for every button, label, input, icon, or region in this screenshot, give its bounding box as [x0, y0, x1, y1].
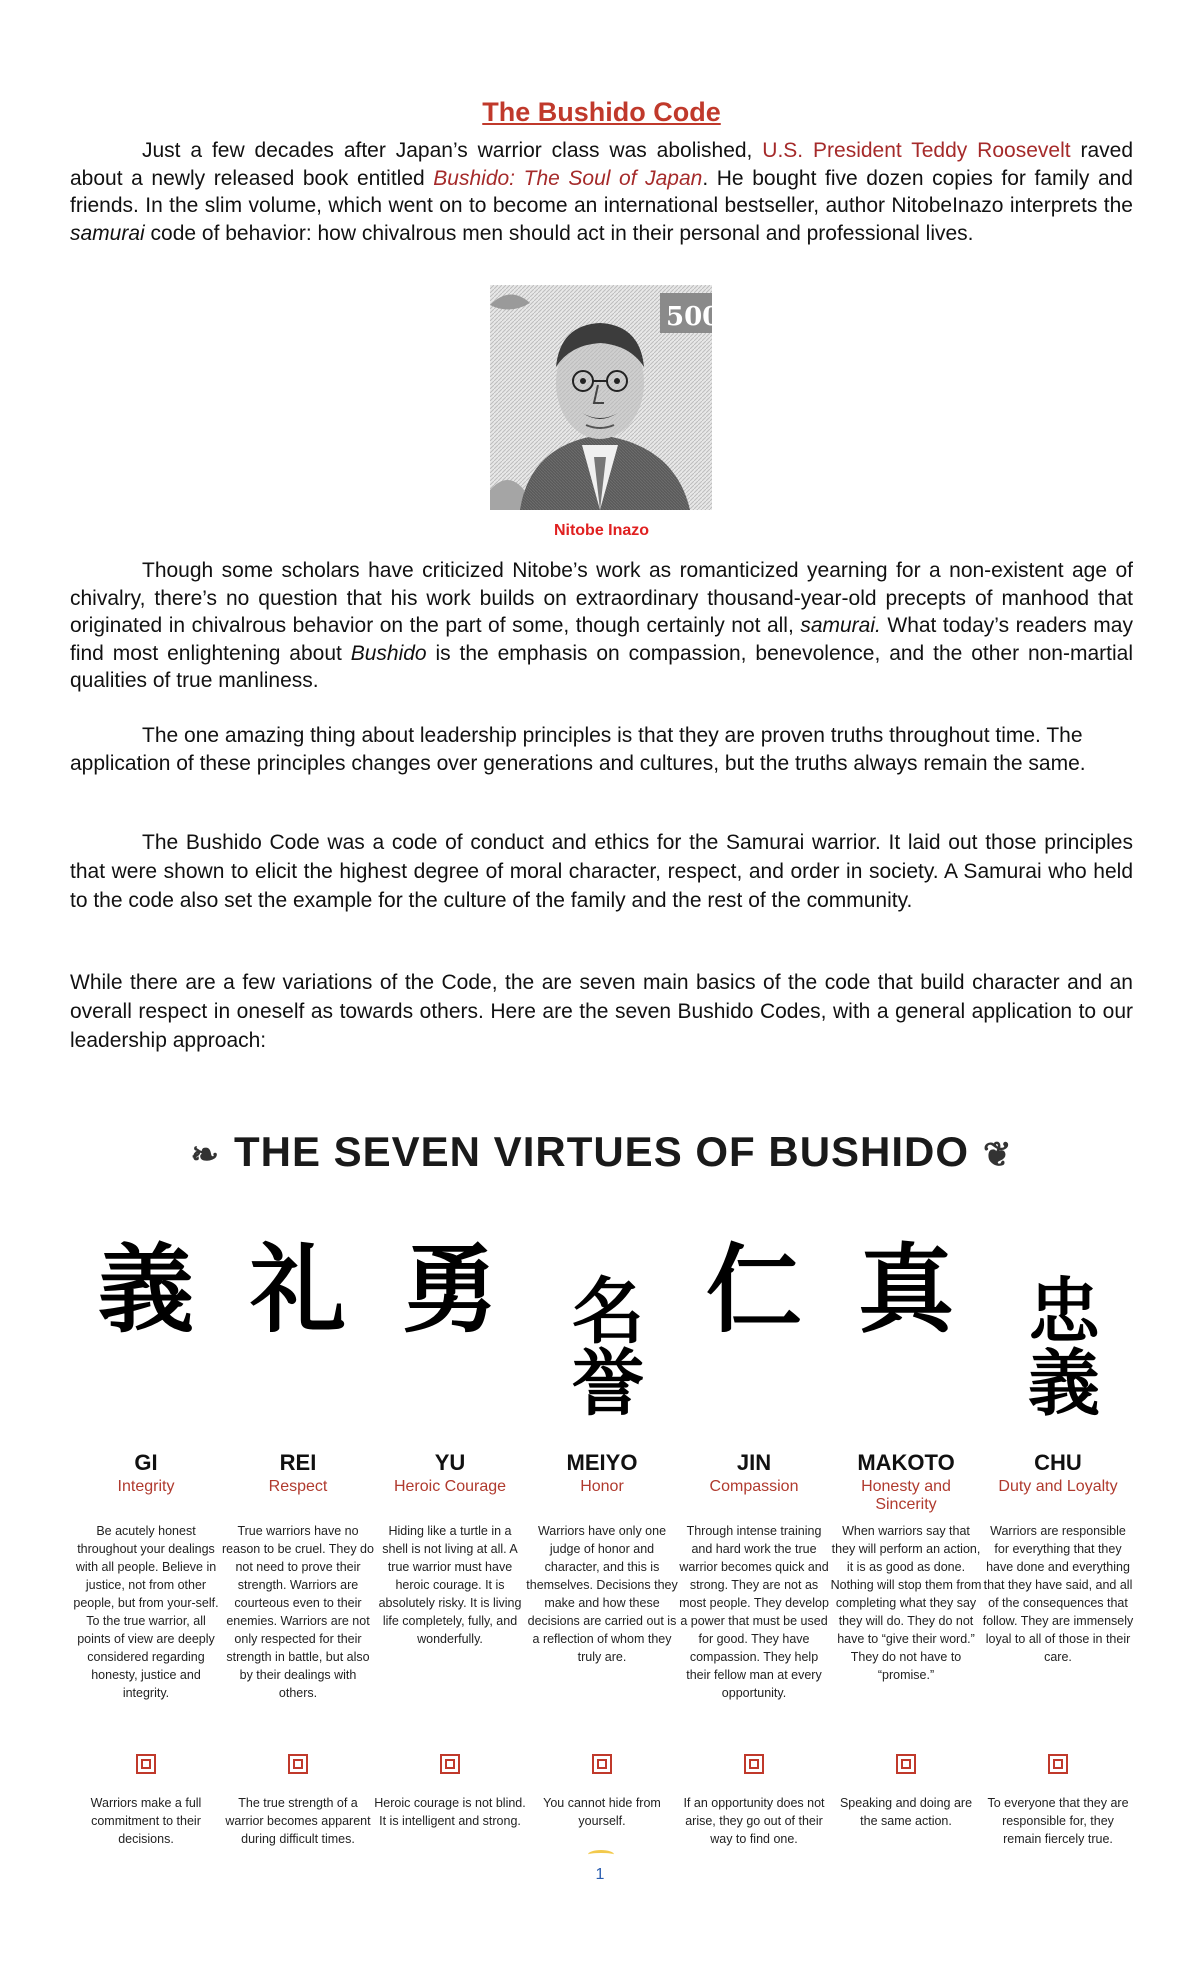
seal-icon: [1048, 1754, 1068, 1774]
seal-icon: [440, 1754, 460, 1774]
book-title: Bushido: The Soul of Japan: [433, 166, 703, 190]
virtue-name: GI: [134, 1450, 158, 1475]
virtue-description: When warriors say that they will perform an action, it is as good as done. Nothing will stop them from completing what they say they will do. They do not have to “give their word.” They do not have to “promise.”: [830, 1524, 982, 1682]
virtue-column-meiyo: [526, 1240, 678, 1830]
para2-text-2: What today’s readers may find most enlightening about: [70, 614, 1133, 665]
seal-icon: [896, 1754, 916, 1774]
virtue-footnote: To everyone that they are responsible for, they remain fiercely true.: [987, 1796, 1129, 1846]
paragraph-2: [70, 557, 1133, 695]
virtue-description: Be acutely honest throughout your dealings with all people. Believe in justice, not from other people, but from your-self. To the true warrior, all points of view are deeply considered regarding honesty, justice and integrity.: [73, 1524, 219, 1700]
virtue-subtitle: Respect: [268, 1478, 328, 1495]
virtue-name: CHU: [1034, 1450, 1082, 1475]
virtue-column-makoto: [830, 1233, 982, 1830]
seal-icon: [592, 1754, 612, 1774]
virtue-column-jin: [678, 1233, 830, 1848]
virtue-footnote: Speaking and doing are the same action.: [839, 1796, 973, 1828]
virtue-description: Hiding like a turtle in a shell is not living at all. A true warrior must have heroic courage. It is absolutely risky. It is living life completely, fully, and wonderfully.: [378, 1524, 522, 1646]
intro-text-3: . He bought five dozen copies for family and friends. In the slim volume, which went on to become an international bestseller, author NitobeInazo interprets the: [70, 166, 1133, 217]
virtue-description: True warriors have no reason to be cruel. They do not need to prove their strength. Warriors are courteous even to their enemies. Warriors are not only respected for their strength in battle, but also by their dealings with others.: [222, 1524, 374, 1700]
intro-text-1: Just a few decades after Japan’s warrior class was abolished,: [142, 139, 763, 162]
virtue-footnote: You cannot hide from yourself.: [543, 1796, 661, 1828]
virtue-description: Warriors are responsible for everything that they have done and everything that they have said, and all of the consequences that follow. They are immensely loyal to all of those in their care.: [982, 1524, 1134, 1664]
banknote-portrait-illustration: [490, 285, 721, 510]
virtue-kanji: 礼: [250, 1233, 346, 1346]
virtue-subtitle: Duty and Loyalty: [998, 1478, 1118, 1495]
banknote-value: 500: [666, 302, 721, 332]
paragraph-5: While there are a few variations of the Code, the are seven main basics of the code that build character and an overall respect in oneself as towards others. Here are the seven Bushido Codes, with a general application to our leadership approach:: [70, 971, 1133, 1052]
virtue-description: Warriors have only one judge of honor and character, and this is themselves. Decisions they make and how these decisions are carried out is a reflection of whom they truly are.: [526, 1524, 678, 1664]
intro-text-4: code of behavior: how chivalrous men should act in their personal and professional lives.: [144, 221, 974, 245]
para2-bushido: Bushido: [350, 641, 427, 665]
roosevelt-link[interactable]: U.S. President Teddy Roosevelt: [762, 139, 1071, 162]
virtue-kanji: 義: [98, 1233, 194, 1346]
virtue-footnote: The true strength of a warrior becomes apparent during difficult times.: [225, 1796, 371, 1846]
samurai-term: samurai: [70, 221, 145, 245]
virtue-column-rei: [222, 1233, 374, 1848]
virtue-kanji: 真: [858, 1233, 954, 1346]
virtue-footnote: Heroic courage is not blind. It is intelligent and strong.: [374, 1796, 526, 1828]
virtue-subtitle: Integrity: [117, 1478, 175, 1495]
para2-samurai: samurai.: [800, 614, 881, 637]
virtue-footnote: Warriors make a full commitment to their decisions.: [90, 1796, 202, 1846]
right-swirl-icon: ❦: [983, 1135, 1013, 1174]
intro-paragraph: [70, 137, 1133, 247]
page-title: The Bushido Code: [482, 97, 721, 127]
virtue-name: JIN: [736, 1450, 772, 1475]
paragraph-3: The one amazing thing about leadership principles is that they are proven truths throughout time. The application of these principles changes over generations and cultures, but the truths always remain the same.: [70, 724, 1086, 775]
virtue-subtitle: Heroic Courage: [393, 1478, 507, 1495]
para2-text-1: Though some scholars have criticized Nitobe’s work as romanticized yearning for a non-existent age of chivalry, there’s no question that his work builds on extraordinary thousand-year-old precepts of manhood that originated in chivalrous behavior on the part of some, though certainly not all,: [70, 559, 1133, 637]
seal-icon: [744, 1754, 764, 1774]
left-swirl-icon: ❧: [190, 1135, 220, 1174]
virtue-name: REI: [279, 1450, 317, 1475]
seal-icon: [136, 1754, 156, 1774]
virtue-name: MAKOTO: [857, 1450, 955, 1475]
virtue-subtitle: Honesty and Sincerity: [861, 1478, 951, 1513]
virtue-kanji: 仁: [706, 1233, 802, 1346]
virtue-name: YU: [434, 1450, 466, 1475]
virtue-kanji: 名誉: [560, 1273, 645, 1417]
paragraph-4: The Bushido Code was a code of conduct and ethics for the Samurai warrior. It laid out those principles that were shown to elicit the highest degree of moral character, respect, and order in society. A Samurai who held to the code also set the example for the culture of the family and the rest of the community.: [70, 831, 1133, 912]
virtue-description: Through intense training and hard work the true warrior becomes quick and strong. They are not as most people. They develop a power that must be used for good. They have compassion. They help their fellow man at every opportunity.: [679, 1524, 829, 1700]
virtue-name: MEIYO: [566, 1450, 638, 1475]
virtue-subtitle: Compassion: [709, 1478, 799, 1495]
virtue-column-chu: [982, 1240, 1134, 1848]
page-number: 1: [595, 1866, 605, 1883]
virtue-kanji: 勇: [402, 1233, 498, 1346]
virtue-column-yu: [374, 1233, 526, 1830]
seal-icon: [288, 1754, 308, 1774]
virtue-footnote: If an opportunity does not arise, they go out of their way to find one.: [683, 1796, 825, 1846]
virtues-infographic-title: [70, 1128, 1133, 1176]
virtues-title-text: THE SEVEN VIRTUES OF BUSHIDO: [233, 1128, 970, 1175]
intro-text-2: raved about a newly released book entitled: [70, 139, 1133, 190]
virtue-kanji: 忠義: [1016, 1273, 1101, 1417]
virtue-subtitle: Honor: [580, 1478, 624, 1495]
page-number-decoration: [588, 1850, 614, 1859]
portrait-caption: Nitobe Inazo: [553, 522, 650, 539]
para2-text-3: is the emphasis on compassion, benevolence, and the other non-martial qualities of true manliness.: [70, 641, 1133, 692]
nitobe-portrait-image: [490, 285, 721, 510]
virtue-column-gi: [70, 1233, 222, 1848]
